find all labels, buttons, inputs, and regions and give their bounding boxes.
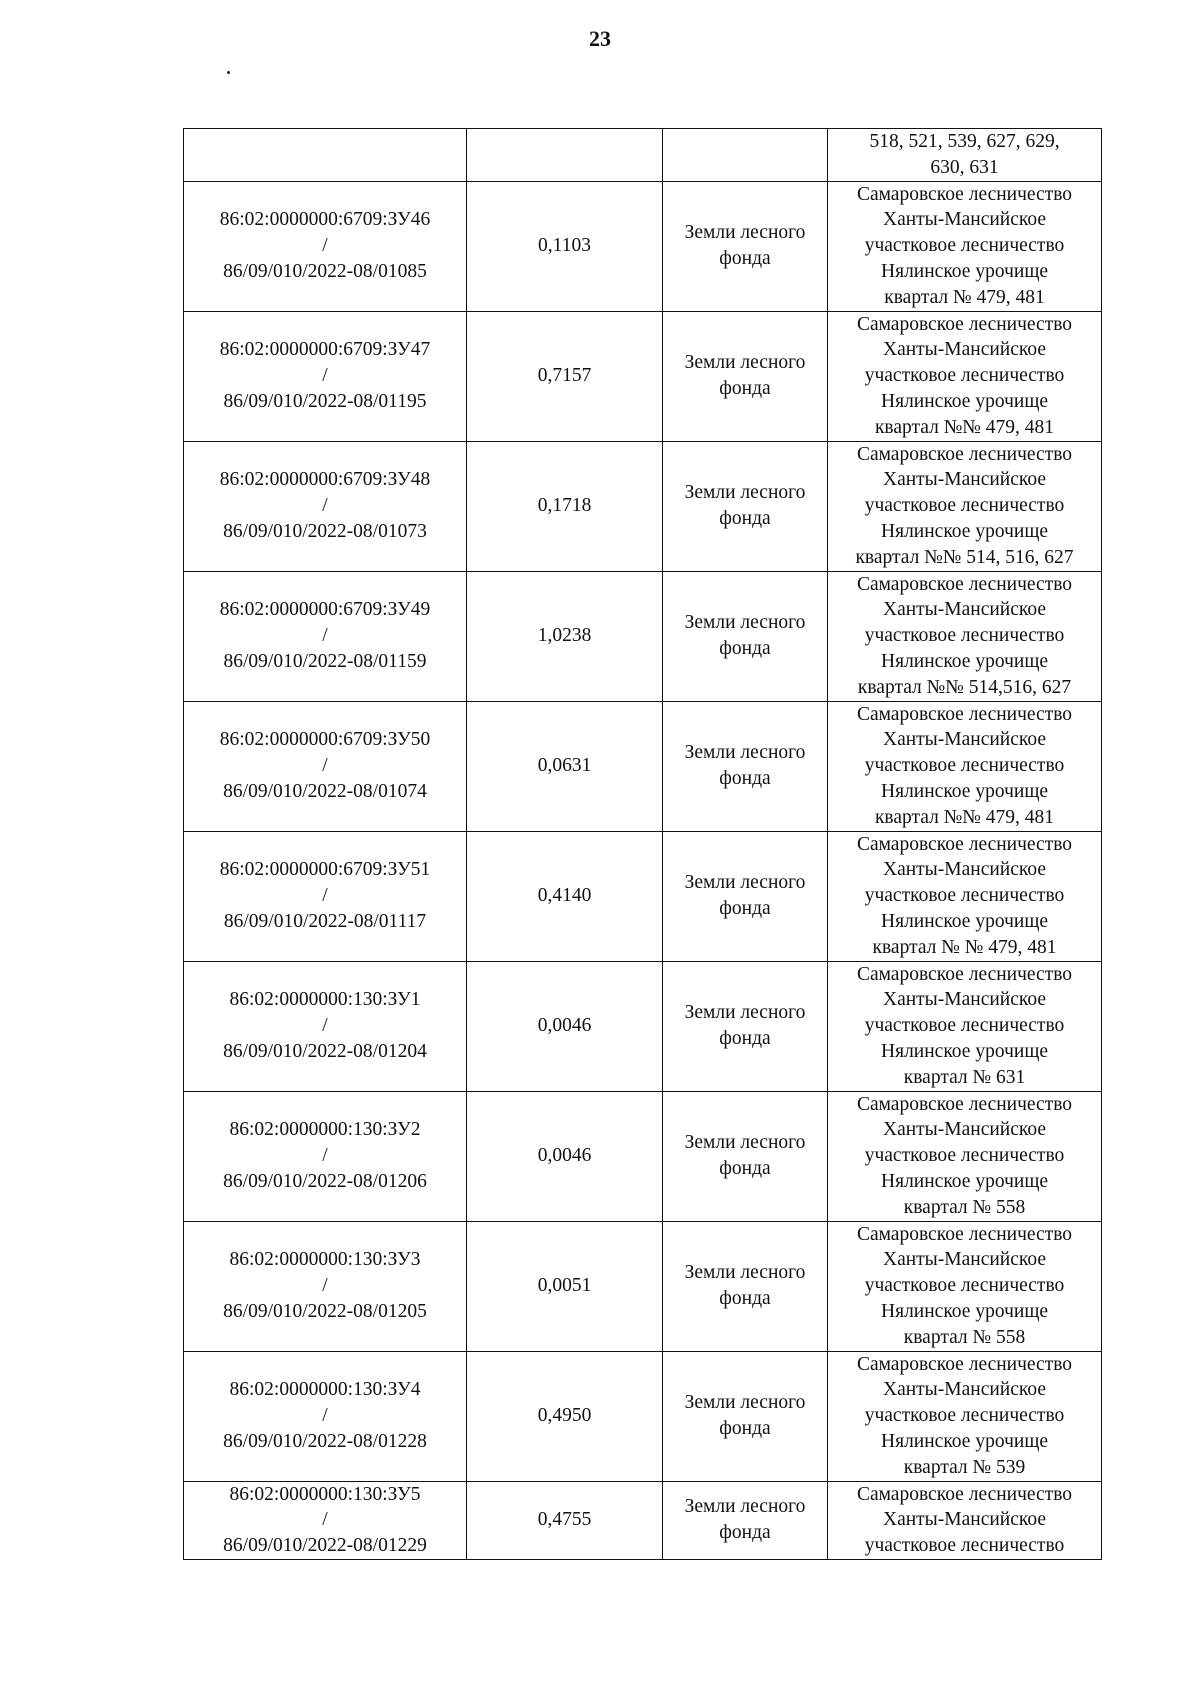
- location-line: квартал №№ 514,516, 627: [857, 676, 1072, 698]
- category-cell: [663, 571, 828, 701]
- cadastral-cell: [184, 1091, 467, 1221]
- category-line: фонда: [719, 638, 771, 660]
- cadastral-cell: [184, 701, 467, 831]
- scan-speck: [227, 71, 230, 74]
- category-line: Земли лесного: [684, 1496, 806, 1518]
- location-line: квартал №№ 479, 481: [874, 416, 1055, 438]
- registration-number: 86/09/010/2022-08/01085: [223, 260, 427, 282]
- table-row-continuation: [184, 129, 1102, 182]
- area-cell: [467, 1091, 663, 1221]
- category-line: Земли лесного: [684, 742, 806, 764]
- table-row: [184, 1221, 1102, 1351]
- location-line: Нялинское урочище: [881, 1040, 1048, 1062]
- cadastral-cell: [184, 961, 467, 1091]
- location-cell: [828, 1351, 1102, 1481]
- category-line: фонда: [719, 1288, 771, 1310]
- separator: /: [322, 625, 328, 647]
- category-line: фонда: [719, 1522, 771, 1544]
- cadastral-number: 86:02:0000000:6709:ЗУ48: [219, 469, 431, 491]
- location-line: Нялинское урочище: [881, 260, 1048, 282]
- separator: /: [322, 1275, 328, 1297]
- location-line: Нялинское урочище: [881, 910, 1048, 932]
- location-line: Ханты-Мансийское: [882, 469, 1047, 491]
- location-cell: [828, 1481, 1102, 1559]
- category-cell: [663, 831, 828, 961]
- separator: /: [322, 365, 328, 387]
- table-row: [184, 1481, 1102, 1559]
- separator: /: [322, 1145, 328, 1167]
- cadastral-cell: [184, 441, 467, 571]
- location-line: Самаровское лесничество: [856, 443, 1073, 465]
- separator: /: [322, 1405, 328, 1427]
- cadastral-number: 86:02:0000000:130:ЗУ3: [229, 1249, 421, 1271]
- cadastral-cell: [184, 1221, 467, 1351]
- category-line: Земли лесного: [684, 482, 806, 504]
- area-value: 0,0046: [537, 1015, 592, 1037]
- location-line: Самаровское лесничество: [856, 1483, 1073, 1505]
- location-line: участковое лесничество: [864, 1405, 1065, 1427]
- location-line: Ханты-Мансийское: [882, 1249, 1047, 1271]
- area-cell: [467, 311, 663, 441]
- location-cell: [828, 1091, 1102, 1221]
- area-cell: [467, 1481, 663, 1559]
- registration-number: 86/09/010/2022-08/01159: [223, 650, 427, 672]
- category-line: фонда: [719, 378, 771, 400]
- location-line: Ханты-Мансийское: [882, 1379, 1047, 1401]
- area-value: 0,0631: [537, 755, 592, 777]
- registration-number: 86/09/010/2022-08/01229: [223, 1535, 427, 1557]
- location-line: квартал №№ 514, 516, 627: [855, 546, 1074, 568]
- cadastral-cell: [184, 181, 467, 311]
- location-line: квартал № 539: [903, 1456, 1026, 1478]
- category-line: Земли лесного: [684, 872, 806, 894]
- cadastral-cell: [184, 1481, 467, 1559]
- area-value: 0,4140: [537, 885, 592, 907]
- location-line: участковое лесничество: [864, 365, 1065, 387]
- location-line: Нялинское урочище: [881, 1430, 1048, 1452]
- area-value: 1,0238: [537, 625, 592, 647]
- area-value: 0,7157: [537, 365, 592, 387]
- location-cell: [828, 831, 1102, 961]
- location-cell: [828, 441, 1102, 571]
- table-row: [184, 1351, 1102, 1481]
- registration-number: 86/09/010/2022-08/01204: [223, 1040, 427, 1062]
- category-line: фонда: [719, 1158, 771, 1180]
- area-cell: [467, 181, 663, 311]
- category-line: Земли лесного: [684, 1002, 806, 1024]
- location-cell: [828, 961, 1102, 1091]
- category-cell: [663, 1091, 828, 1221]
- location-line: Ханты-Мансийское: [882, 339, 1047, 361]
- registration-number: 86/09/010/2022-08/01117: [223, 910, 427, 932]
- area-cell: [467, 441, 663, 571]
- table-row: [184, 441, 1102, 571]
- separator: /: [322, 495, 328, 517]
- location-line: участковое лесничество: [864, 625, 1065, 647]
- location-line: 518, 521, 539, 627, 629,: [869, 131, 1060, 152]
- category-line: фонда: [719, 508, 771, 530]
- location-line: квартал № 479, 481: [884, 286, 1045, 308]
- location-cell: [828, 571, 1102, 701]
- cadastral-number: 86:02:0000000:6709:ЗУ49: [219, 599, 431, 621]
- location-line: участковое лесничество: [864, 235, 1065, 257]
- cadastral-cell: [184, 831, 467, 961]
- location-line: Ханты-Мансийское: [882, 209, 1047, 231]
- registration-number: 86/09/010/2022-08/01195: [223, 390, 427, 412]
- location-line: Самаровское лесничество: [856, 313, 1073, 335]
- location-line: Нялинское урочище: [881, 780, 1048, 802]
- location-line: Нялинское урочище: [881, 1300, 1048, 1322]
- location-line: участковое лесничество: [864, 885, 1065, 907]
- location-line: Самаровское лесничество: [856, 1093, 1073, 1115]
- category-line: фонда: [719, 248, 771, 270]
- location-line: Самаровское лесничество: [856, 833, 1073, 855]
- category-cell: [663, 311, 828, 441]
- location-cell: [828, 311, 1102, 441]
- location-line: квартал № № 479, 481: [872, 936, 1057, 958]
- cadastral-number: 86:02:0000000:6709:ЗУ47: [219, 339, 431, 361]
- area-cell: [467, 571, 663, 701]
- registration-number: 86/09/010/2022-08/01228: [223, 1430, 427, 1452]
- category-line: Земли лесного: [684, 222, 806, 244]
- location-line: участковое лесничество: [864, 755, 1065, 777]
- location-cell: [828, 701, 1102, 831]
- page-number: 23: [589, 26, 611, 51]
- table-row: [184, 181, 1102, 311]
- separator: /: [322, 235, 328, 257]
- table-row: [184, 701, 1102, 831]
- category-line: фонда: [719, 1028, 771, 1050]
- table-row: [184, 311, 1102, 441]
- registration-number: 86/09/010/2022-08/01073: [223, 520, 427, 542]
- location-line: Самаровское лесничество: [856, 703, 1073, 725]
- location-line: Самаровское лесничество: [856, 573, 1073, 595]
- location-line: Нялинское урочище: [881, 650, 1048, 672]
- separator: /: [322, 1015, 328, 1037]
- location-line: квартал № 631: [903, 1066, 1026, 1088]
- location-line: Ханты-Мансийское: [882, 859, 1047, 881]
- registration-number: 86/09/010/2022-08/01206: [223, 1170, 427, 1192]
- location-cell: [828, 1221, 1102, 1351]
- location-line: участковое лесничество: [864, 495, 1065, 517]
- location-line: Ханты-Мансийское: [882, 599, 1047, 621]
- area-cell: [467, 129, 663, 182]
- cadastral-number: 86:02:0000000:130:ЗУ1: [229, 989, 421, 1011]
- table-row: [184, 1091, 1102, 1221]
- location-cell: [828, 129, 1102, 182]
- category-cell: [663, 1221, 828, 1351]
- area-cell: [467, 1351, 663, 1481]
- category-line: фонда: [719, 898, 771, 920]
- location-line: Ханты-Мансийское: [882, 989, 1047, 1011]
- location-line: Самаровское лесничество: [856, 1223, 1073, 1245]
- area-value: 0,0051: [537, 1275, 592, 1297]
- land-plots-table: [183, 128, 1102, 1560]
- cadastral-number: 86:02:0000000:130:ЗУ5: [229, 1483, 421, 1505]
- cadastral-number: 86:02:0000000:6709:ЗУ50: [219, 729, 431, 751]
- category-line: Земли лесного: [684, 612, 806, 634]
- area-cell: [467, 1221, 663, 1351]
- location-line: Ханты-Мансийское: [882, 729, 1047, 751]
- category-cell: [663, 1481, 828, 1559]
- area-value: 0,1103: [538, 235, 591, 257]
- category-cell: [663, 181, 828, 311]
- location-line: квартал № 558: [903, 1326, 1026, 1348]
- area-value: 0,0046: [537, 1145, 592, 1167]
- location-line: Самаровское лесничество: [856, 183, 1073, 205]
- cadastral-number: 86:02:0000000:6709:ЗУ51: [219, 859, 431, 881]
- cadastral-cell: [184, 129, 467, 182]
- table-row: [184, 571, 1102, 701]
- location-line: участковое лесничество: [864, 1275, 1065, 1297]
- location-line: Нялинское урочище: [881, 520, 1048, 542]
- location-cell: [828, 181, 1102, 311]
- table-row: [184, 831, 1102, 961]
- registration-number: 86/09/010/2022-08/01205: [223, 1300, 427, 1322]
- location-line: участковое лесничество: [864, 1015, 1065, 1037]
- location-line: Самаровское лесничество: [856, 963, 1073, 985]
- location-line: участковое лесничество: [864, 1535, 1065, 1557]
- category-line: фонда: [719, 768, 771, 790]
- separator: /: [322, 1509, 328, 1531]
- cadastral-number: 86:02:0000000:6709:ЗУ46: [219, 209, 431, 231]
- area-value: 0,4950: [537, 1405, 592, 1427]
- cadastral-number: 86:02:0000000:130:ЗУ2: [229, 1119, 421, 1141]
- separator: /: [322, 885, 328, 907]
- location-line: Нялинское урочище: [881, 1170, 1048, 1192]
- area-cell: [467, 831, 663, 961]
- table-row: [184, 961, 1102, 1091]
- category-line: Земли лесного: [684, 1392, 806, 1414]
- location-line: Нялинское урочище: [881, 390, 1048, 412]
- category-line: Земли лесного: [684, 1262, 806, 1284]
- location-line: участковое лесничество: [864, 1145, 1065, 1167]
- location-line: Самаровское лесничество: [856, 1353, 1073, 1375]
- location-line: квартал № 558: [903, 1196, 1026, 1218]
- cadastral-cell: [184, 311, 467, 441]
- cadastral-cell: [184, 571, 467, 701]
- area-value: 0,4755: [537, 1509, 592, 1531]
- area-cell: [467, 701, 663, 831]
- cadastral-cell: [184, 1351, 467, 1481]
- location-line: Ханты-Мансийское: [882, 1509, 1047, 1531]
- category-cell: [663, 961, 828, 1091]
- cadastral-number: 86:02:0000000:130:ЗУ4: [229, 1379, 421, 1401]
- category-cell: [663, 441, 828, 571]
- registration-number: 86/09/010/2022-08/01074: [223, 780, 427, 802]
- category-cell: [663, 129, 828, 182]
- category-cell: [663, 701, 828, 831]
- category-line: Земли лесного: [684, 1132, 806, 1154]
- location-line: квартал №№ 479, 481: [874, 806, 1055, 828]
- category-line: фонда: [719, 1418, 771, 1440]
- category-line: Земли лесного: [684, 352, 806, 374]
- area-cell: [467, 961, 663, 1091]
- location-line: 630, 631: [930, 156, 999, 178]
- area-value: 0,1718: [537, 495, 592, 517]
- location-line: Ханты-Мансийское: [882, 1119, 1047, 1141]
- category-cell: [663, 1351, 828, 1481]
- separator: /: [322, 755, 328, 777]
